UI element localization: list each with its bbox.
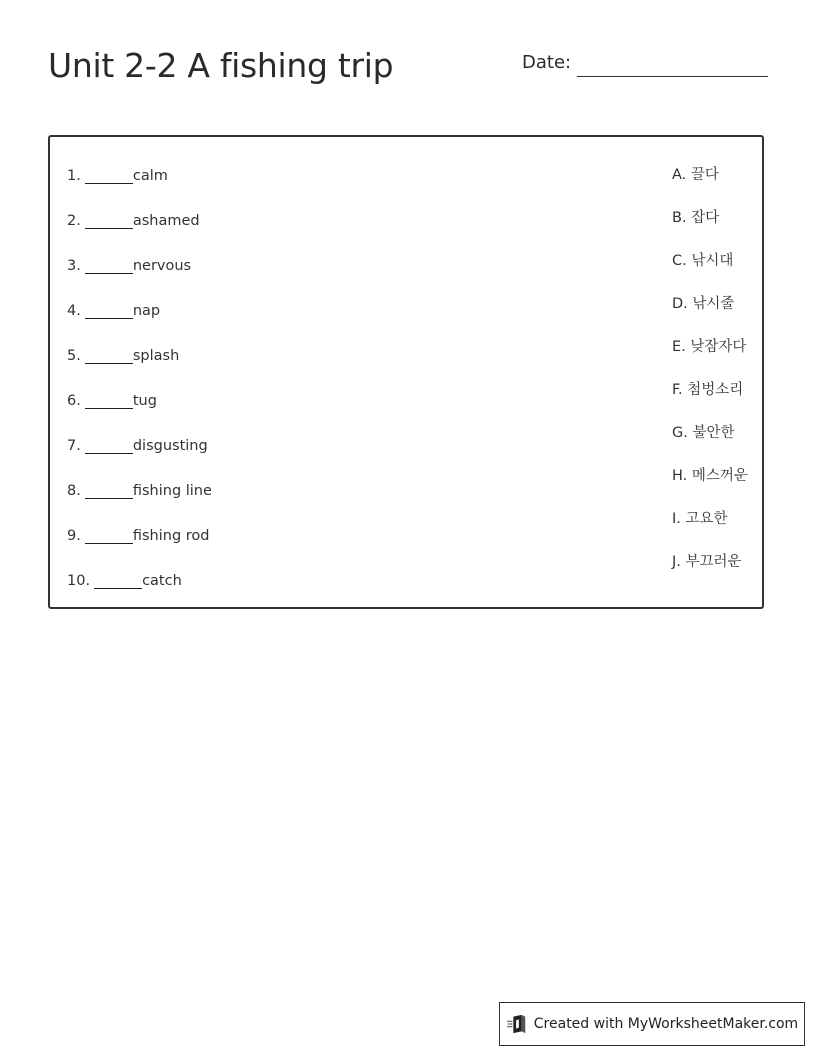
answer-blank — [85, 480, 133, 499]
question-number: 4. — [67, 303, 81, 319]
date-label: Date: — [522, 52, 572, 73]
question-number: 6. — [67, 393, 81, 409]
question-item — [67, 250, 191, 274]
definition-item: A. 끌다 — [672, 167, 719, 183]
question-item — [67, 385, 157, 409]
question-number: 9. — [67, 528, 81, 544]
question-number: 2. — [67, 213, 81, 229]
question-word: ashamed — [132, 213, 200, 229]
question-number: 7. — [67, 438, 81, 454]
definition-item: D. 낚시줄 — [672, 296, 735, 312]
definition-item: H. 메스꺼운 — [672, 468, 748, 484]
question-number: 1. — [67, 168, 81, 184]
question-word: calm — [132, 168, 168, 184]
answer-blank — [85, 390, 133, 409]
question-item — [67, 340, 179, 364]
matching-exercise-box — [48, 135, 764, 609]
answer-blank — [85, 525, 133, 544]
answer-blank — [94, 570, 142, 589]
question-word: splash — [132, 348, 180, 364]
footer-text: Created with MyWorksheetMaker.com — [533, 1016, 799, 1032]
question-word: fishing line — [132, 483, 212, 499]
definition-item: C. 낚시대 — [672, 253, 734, 269]
definition-item: B. 잡다 — [672, 210, 720, 226]
question-word: disgusting — [132, 438, 208, 454]
answer-blank — [85, 210, 133, 229]
question-item — [67, 205, 200, 229]
answer-blank — [85, 300, 133, 319]
question-word: tug — [132, 393, 157, 409]
definition-item: J. 부끄러운 — [672, 554, 742, 570]
question-number: 5. — [67, 348, 81, 364]
question-number: 8. — [67, 483, 81, 499]
question-word: fishing rod — [132, 528, 210, 544]
date-field — [522, 52, 768, 78]
question-word: nap — [132, 303, 161, 319]
footer-credit[interactable] — [499, 1002, 805, 1046]
answer-blank — [85, 435, 133, 454]
answer-blank — [85, 255, 133, 274]
answer-blank — [85, 345, 133, 364]
question-word: catch — [142, 573, 182, 589]
page-title: Unit 2-2 A fishing trip — [48, 46, 394, 85]
definition-item: I. 고요한 — [672, 511, 728, 527]
question-item — [67, 520, 209, 544]
question-item — [67, 430, 208, 454]
definition-item: E. 낮잠자다 — [672, 339, 747, 355]
question-item — [67, 475, 212, 499]
worksheet-maker-logo-icon — [506, 1013, 528, 1035]
answer-blank — [85, 165, 133, 184]
definition-item: F. 첨벙소리 — [672, 382, 744, 398]
question-item — [67, 565, 182, 589]
date-blank-line — [577, 76, 768, 77]
question-item — [67, 295, 160, 319]
question-number: 10. — [67, 573, 91, 589]
question-number: 3. — [67, 258, 81, 274]
question-word: nervous — [132, 258, 192, 274]
question-item — [67, 160, 168, 184]
definition-item: G. 불안한 — [672, 425, 735, 441]
